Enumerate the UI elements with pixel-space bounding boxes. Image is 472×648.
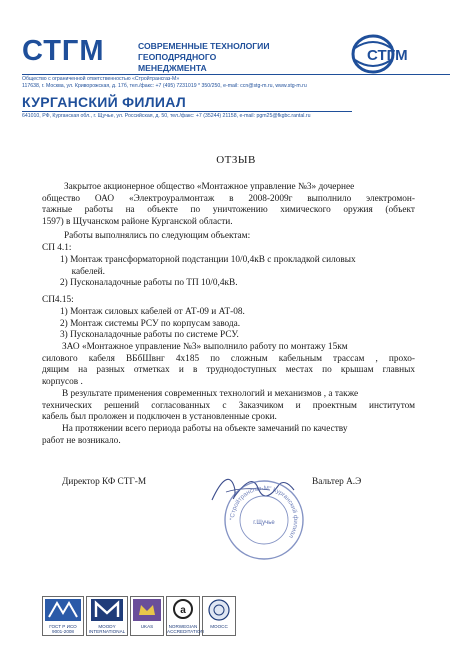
sp41-label: СП 4.1: bbox=[42, 243, 72, 253]
result-paragraph bbox=[42, 389, 415, 424]
document-title: ОТЗЫВ bbox=[216, 154, 256, 166]
moody-icon bbox=[87, 597, 127, 623]
intro-line: 1597) в Щучанском районе Курганской области. bbox=[42, 216, 233, 227]
cert-norwegian-badge bbox=[166, 596, 204, 636]
list-item: 2) Пусконаладочные работы по ТП 10/0,4кВ. bbox=[60, 278, 238, 289]
remarks-line: На протяжении всего периода работы на объекте замечаний по качеству bbox=[62, 424, 348, 434]
result-line: технических решений согласованных с Заказчиком и проектным институтом bbox=[42, 400, 415, 411]
intro-line: общество ОАО «Электроуралмонтаж в 2008-2009г выполнило электромон- bbox=[42, 193, 415, 204]
intro-paragraph bbox=[42, 182, 415, 228]
signer-role: Директор КФ СТГ-М bbox=[62, 477, 147, 487]
company-stamp bbox=[222, 478, 306, 562]
list-item: 3) Пусконаладочные работы по системе РСУ. bbox=[60, 330, 239, 341]
cable-line: дящим на разных отметках и в труднодоступных местах по крышам главных bbox=[42, 365, 415, 376]
cert-label: МООСС bbox=[210, 624, 228, 629]
stamp-inner-text: г.Щучье bbox=[253, 520, 275, 526]
cert-mooss-badge bbox=[202, 596, 236, 636]
header-rule-1 bbox=[22, 74, 450, 75]
sp41-list bbox=[60, 255, 356, 290]
cert-label: UKAS bbox=[140, 624, 154, 629]
cable-line: ЗАО «Монтажное управление №3» выполнило работу по монтажу 15км bbox=[62, 342, 348, 352]
cable-line: корпусов . bbox=[42, 376, 83, 387]
crown-icon bbox=[131, 597, 163, 623]
svg-text:"Стройтрансгаз-М" Курганский ф bbox=[229, 485, 299, 540]
tagline-line-1: СОВРЕМЕННЫЕ ТЕХНОЛОГИИ bbox=[138, 41, 270, 51]
list-item: 2) Монтаж системы РСУ по корпусам завода. bbox=[60, 318, 241, 329]
signer-name: Вальтер А.Э bbox=[312, 477, 362, 487]
intro-line: Закрытое акционерное общество «Монтажное управление №3» дочернее bbox=[64, 182, 355, 192]
cert-label: NORWEGIAN ACCREDITATION bbox=[167, 624, 204, 634]
branch-title: КУРГАНСКИЙ ФИЛИАЛ bbox=[22, 94, 186, 110]
header-rule-2 bbox=[22, 111, 352, 112]
cert-gost-badge bbox=[42, 596, 84, 636]
company-address: 117638, г. Москва, ул. Криворожская, д. 17б, тел./факс: +7 (495) 7231019 * 350/250, e-mail: ccn@stg-m.ru, www.stg-m.ru bbox=[22, 83, 307, 89]
tagline-line-2: ГЕОПОДРЯДНОГО МЕНЕДЖМЕНТА bbox=[138, 52, 217, 73]
remarks-line: работ не возникало. bbox=[42, 435, 121, 446]
company-logo-wordmark: СТГМ bbox=[22, 35, 105, 67]
cert-label: MOODY INTERNATIONAL bbox=[88, 624, 126, 634]
cable-line: силового кабеля ВБбШвнг 4х185 по сложным кабельным трассам , прохо- bbox=[42, 353, 415, 364]
company-tagline bbox=[138, 41, 278, 74]
works-intro: Работы выполнялись по следующим объектам: bbox=[64, 231, 251, 241]
company-legal-name: Общество с ограниченной ответственностью «Стройтрансгаз-М» bbox=[22, 76, 180, 82]
list-item: кабелей. bbox=[60, 266, 105, 277]
svg-text:a: a bbox=[180, 605, 186, 616]
sp415-label: СП4.15: bbox=[42, 295, 74, 305]
cert-ukas-badge bbox=[130, 596, 164, 636]
logo-right-text: СТГМ bbox=[367, 47, 408, 64]
sp415-list bbox=[60, 307, 245, 342]
remarks-paragraph bbox=[42, 424, 415, 447]
accreditation-icon bbox=[167, 597, 199, 623]
result-line: кабель был проложен и подключен в установленные сроки. bbox=[42, 412, 277, 423]
gost-icon bbox=[43, 597, 83, 623]
globe-logo-icon bbox=[345, 34, 417, 74]
result-line: В результате применения современных технологий и механизмов , а также bbox=[62, 389, 359, 399]
intro-line: тажные работы на объекте по уничтожению химического оружия (объект bbox=[42, 205, 415, 216]
list-item: 1) Монтаж трансформаторной подстанции 10/0,4кВ с прокладкой силовых bbox=[60, 255, 356, 265]
cert-label: ГОСТ Р ИСО 9001-2008 bbox=[49, 624, 77, 634]
cable-paragraph bbox=[42, 342, 415, 388]
stamp-outer-text: "Стройтрансгаз-М" Курганский филиал bbox=[228, 484, 300, 540]
branch-address: 641010, РФ, Курганская обл., г. Щучье, ул. Российская, д. 50, тел./факс: +7 (35244) 21158, e-mail: pgm25@fkgbc.rantal.ru bbox=[22, 113, 311, 119]
mooss-icon bbox=[203, 597, 235, 623]
cert-moody-badge bbox=[86, 596, 128, 636]
list-item: 1) Монтаж силовых кабелей от АТ-09 и АТ-08. bbox=[60, 307, 245, 317]
